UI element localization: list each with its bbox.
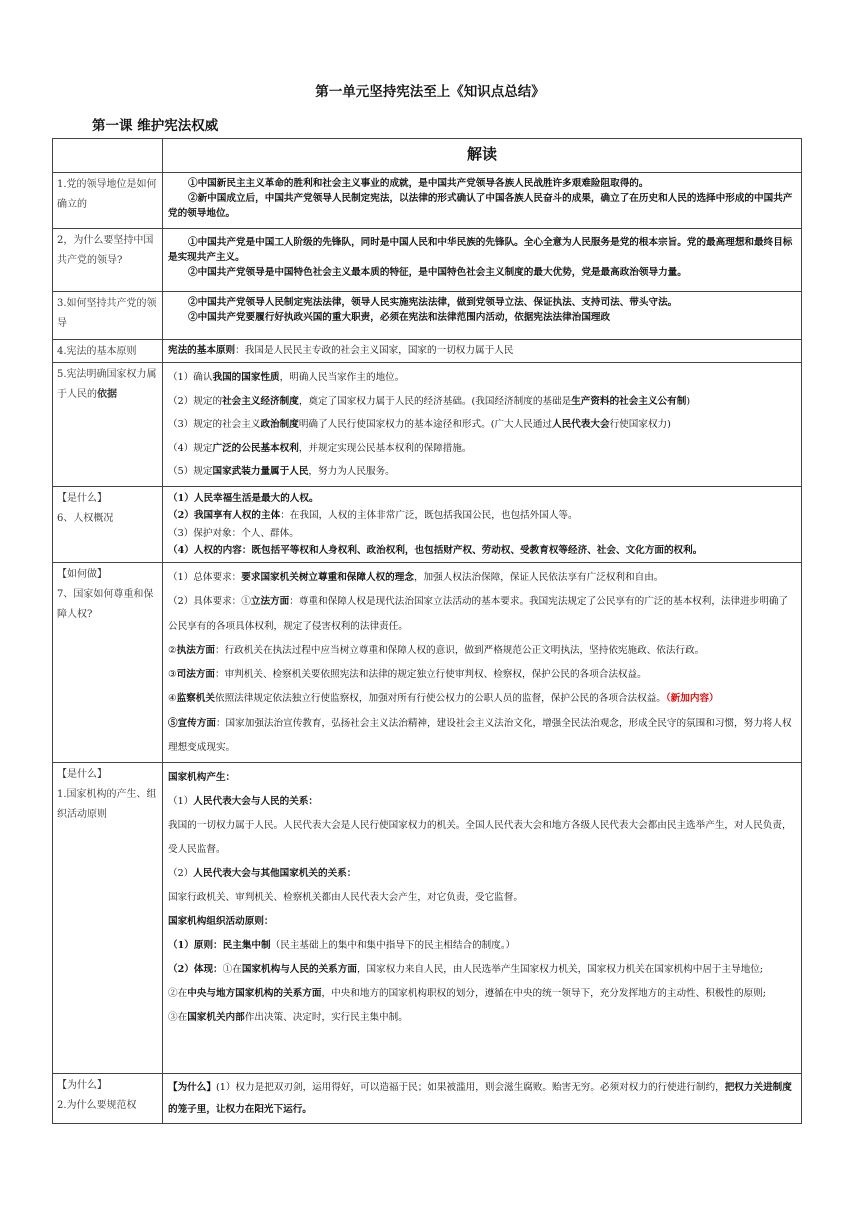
answer-cell [163, 229, 802, 292]
answer-line: ②中国共产党领导是中国特色社会主义最本质的特征，是中国特色社会主义制度的最大优势，党是最高政治领导力量。 [188, 267, 687, 278]
header-interpretation: 解读 [466, 145, 497, 163]
table-row [53, 173, 802, 229]
page-title: 第一单元坚持宪法至上《知识点总结》 [315, 84, 545, 100]
answer-line: ②中国共产党领导人民制定宪法法律，领导人民实施宪法法律，做到党领导立法、保证执法、支持司法、带头守法。 [188, 297, 678, 308]
answer-line: （3）保护对象：个人、群体。 [168, 527, 299, 539]
answer-line: （1）人民代表大会与人民的关系： [168, 796, 319, 808]
answer-line: （1）总体要求：要求国家机关树立尊重和保障人权的理念，加强人权法治保障，保证人民依法享有广泛权利和自由。 [168, 571, 664, 583]
answer-text: ：我国是人民民主专政的社会主义国家，国家的一切权力属于人民 [235, 345, 514, 356]
table-row [53, 1074, 802, 1124]
table-row [53, 763, 802, 1074]
section-heading: 国家机构产生： [168, 772, 236, 784]
question-text: 2.为什么要规范权 [57, 1100, 137, 1112]
answer-line: （3）规定的社会主义政治制度明确了人民行使国家权力的基本途径和形式。(广大人民通过人民代表大会行使国家权力) [168, 419, 671, 431]
table-row [53, 363, 802, 487]
table-row [53, 292, 802, 340]
answer-cell [163, 292, 802, 340]
answer-cell [163, 340, 802, 363]
answer-line: （1）人民幸福生活是最大的人权。 [168, 492, 319, 504]
question-cell: 2，为什么要坚持中国共产党的领导? [53, 229, 163, 292]
answer-line: ②中国共产党要履行好执政兴国的重大职责，必须在宪法和法律范围内活动，依据宪法法律治国理政 [188, 312, 611, 323]
question-cell: 3.如何坚持共产党的领导 [53, 292, 163, 340]
question-cell [53, 1074, 163, 1124]
table-row [53, 562, 802, 762]
answer-cell [163, 363, 802, 487]
lesson-heading: 第一课 维护宪法权威 [92, 118, 219, 134]
answer-line: （4）人权的内容：既包括平等权和人身权利、政治权利，也包括财产权、劳动权、受教育权等经济、社会、文化方面的权利。 [168, 545, 703, 557]
answer-line: ①中国共产党是中国工人阶级的先锋队，同时是中国人民和中华民族的先锋队。全心全意为人民服务是党的根本宗旨。党的最高理想和最终目标是实现共产主义。 [168, 237, 793, 263]
question-cell [53, 486, 163, 562]
answer-line: （1）原则：民主集中制（民主基础上的集中和集中指导下的民主相结合的制度。） [168, 940, 516, 952]
answer-line: ④监察机关依照法律规定依法独立行使监察权，加强对所有行使公权力的公职人员的监督，保护公民的各项合法权益。（新加内容） [168, 693, 719, 705]
answer-line: ⑤宣传方面：国家加强法治宣传教育，弘扬社会主义法治精神，建设社会主义法治文化，增强全民法治观念，形成全民守的氛围和习惯，努力将人权理想变成现实。 [168, 717, 792, 754]
question-text: 1.国家机构的产生、组织活动原则 [57, 789, 157, 821]
question-cell [53, 363, 163, 487]
answer-line: （5）规定国家武装力量属于人民，努力为人民服务。 [168, 466, 395, 478]
knowledge-table [52, 138, 802, 1124]
answer-cell [163, 173, 802, 229]
answer-line: （2）人民代表大会与其他国家机关的关系： [168, 868, 357, 880]
new-content-note: （新加内容） [665, 693, 719, 705]
answer-line: ②在中央与地方国家机构的关系方面，中央和地方的国家机构职权的划分，遵循在中央的统一领导下，充分发挥地方的主动性、积极性的原则; [168, 988, 767, 1000]
header-col2 [163, 139, 802, 173]
question-text: 7、国家如何尊重和保障人权? [57, 588, 154, 620]
question-text: 5.宪法明确国家权力属于人民的 [57, 369, 157, 400]
question-cell [53, 763, 163, 1074]
question-cell [53, 562, 163, 762]
table-row [53, 340, 802, 363]
answer-line: ③司法方面：审判机关、检察机关要依照宪法和法律的规定独立行使审判权、检察权，保护公民的各项合法权益。 [168, 669, 647, 681]
answer-line: ③在国家机关内部作出决策、决定时，实行民主集中制。 [168, 1012, 408, 1024]
answer-line: （1）确认我国的国家性质，明确人民当家作主的地位。 [168, 372, 405, 383]
question-tag: 【是什么】 [57, 492, 107, 504]
table-row [53, 229, 802, 292]
header-col1 [53, 139, 163, 173]
question-cell: 4.宪法的基本原则 [53, 340, 163, 363]
section-heading: 国家机构组织活动原则： [168, 916, 274, 928]
answer-cell [163, 763, 802, 1074]
question-tag: 【为什么】 [57, 1080, 107, 1092]
question-tag: 【是什么】 [57, 769, 107, 781]
answer-line: 国家行政机关、审判机关、检察机关都由人民代表大会产生，对它负责，受它监督。 [168, 892, 523, 904]
answer-cell: 【为什么】(1）权力是把双刃剑，运用得好，可以造福于民；如果被滥用，则会滋生腐败。贻害无穷。必须对权力的行使进行制约，把权力关进制度的笼子里，让权力在阳光下运行。 [163, 1074, 802, 1124]
answer-cell [163, 562, 802, 762]
answer-line: ②新中国成立后，中国共产党领导人民制定宪法，以法律的形式确认了中国各族人民奋斗的成果，确立了在历史和人民的选择中形成的中国共产党的领导地位。 [168, 193, 793, 219]
answer-line: （2）体现：①在国家机构与人民的关系方面，国家权力来自人民，由人民选举产生国家权力机关，国家权力机关在国家机构中居于主导地位; [168, 964, 764, 976]
question-cell: 1.党的领导地位是如何确立的 [53, 173, 163, 229]
answer-line: ①中国新民主主义革命的胜利和社会主义事业的成就，是中国共产党领导各族人民战胜许多艰难险阻取得的。 [188, 178, 649, 189]
table-row [53, 486, 802, 562]
table-header-row [53, 139, 802, 173]
question-text: 6、人权概况 [57, 512, 114, 524]
question-tag: 【如何做】 [57, 568, 107, 580]
answer-line: （2）具体要求：①立法方面：尊重和保障人权是现代法治国家立法活动的基本要求。我国宪法规定了公民享有的广泛的基本权利，法律进步明确了公民享有的各项具体权利，规定了侵害权利的法律责任。 [168, 596, 789, 632]
question-bold: 依据 [97, 389, 117, 400]
answer-line: ②执法方面：行政机关在执法过程中应当树立尊重和保障人权的意识，做到严格规范公正文明执法，坚持依宪施政、依法行政。 [168, 644, 705, 656]
answer-bold: 宪法的基本原则 [168, 345, 236, 356]
answer-line: 我国的一切权力属于人民。人民代表大会是人民行使国家权力的机关。全国人民代表大会和地方各级人民代表大会都由民主选举产生，对人民负责，受人民监督。 [168, 820, 792, 856]
answer-cell [163, 486, 802, 562]
answer-line: （4）规定广泛的公民基本权利，并规定实现公民基本权利的保障措施。 [168, 442, 472, 454]
answer-line: （2）我国享有人权的主体：在我国，人权的主体非常广泛，既包括我国公民，也包括外国人等。 [168, 510, 578, 522]
answer-line: （2）规定的社会主义经济制度，奠定了国家权力属于人民的经济基础。(我国经济制度的基础是生产资料的社会主义公有制) [168, 395, 691, 407]
